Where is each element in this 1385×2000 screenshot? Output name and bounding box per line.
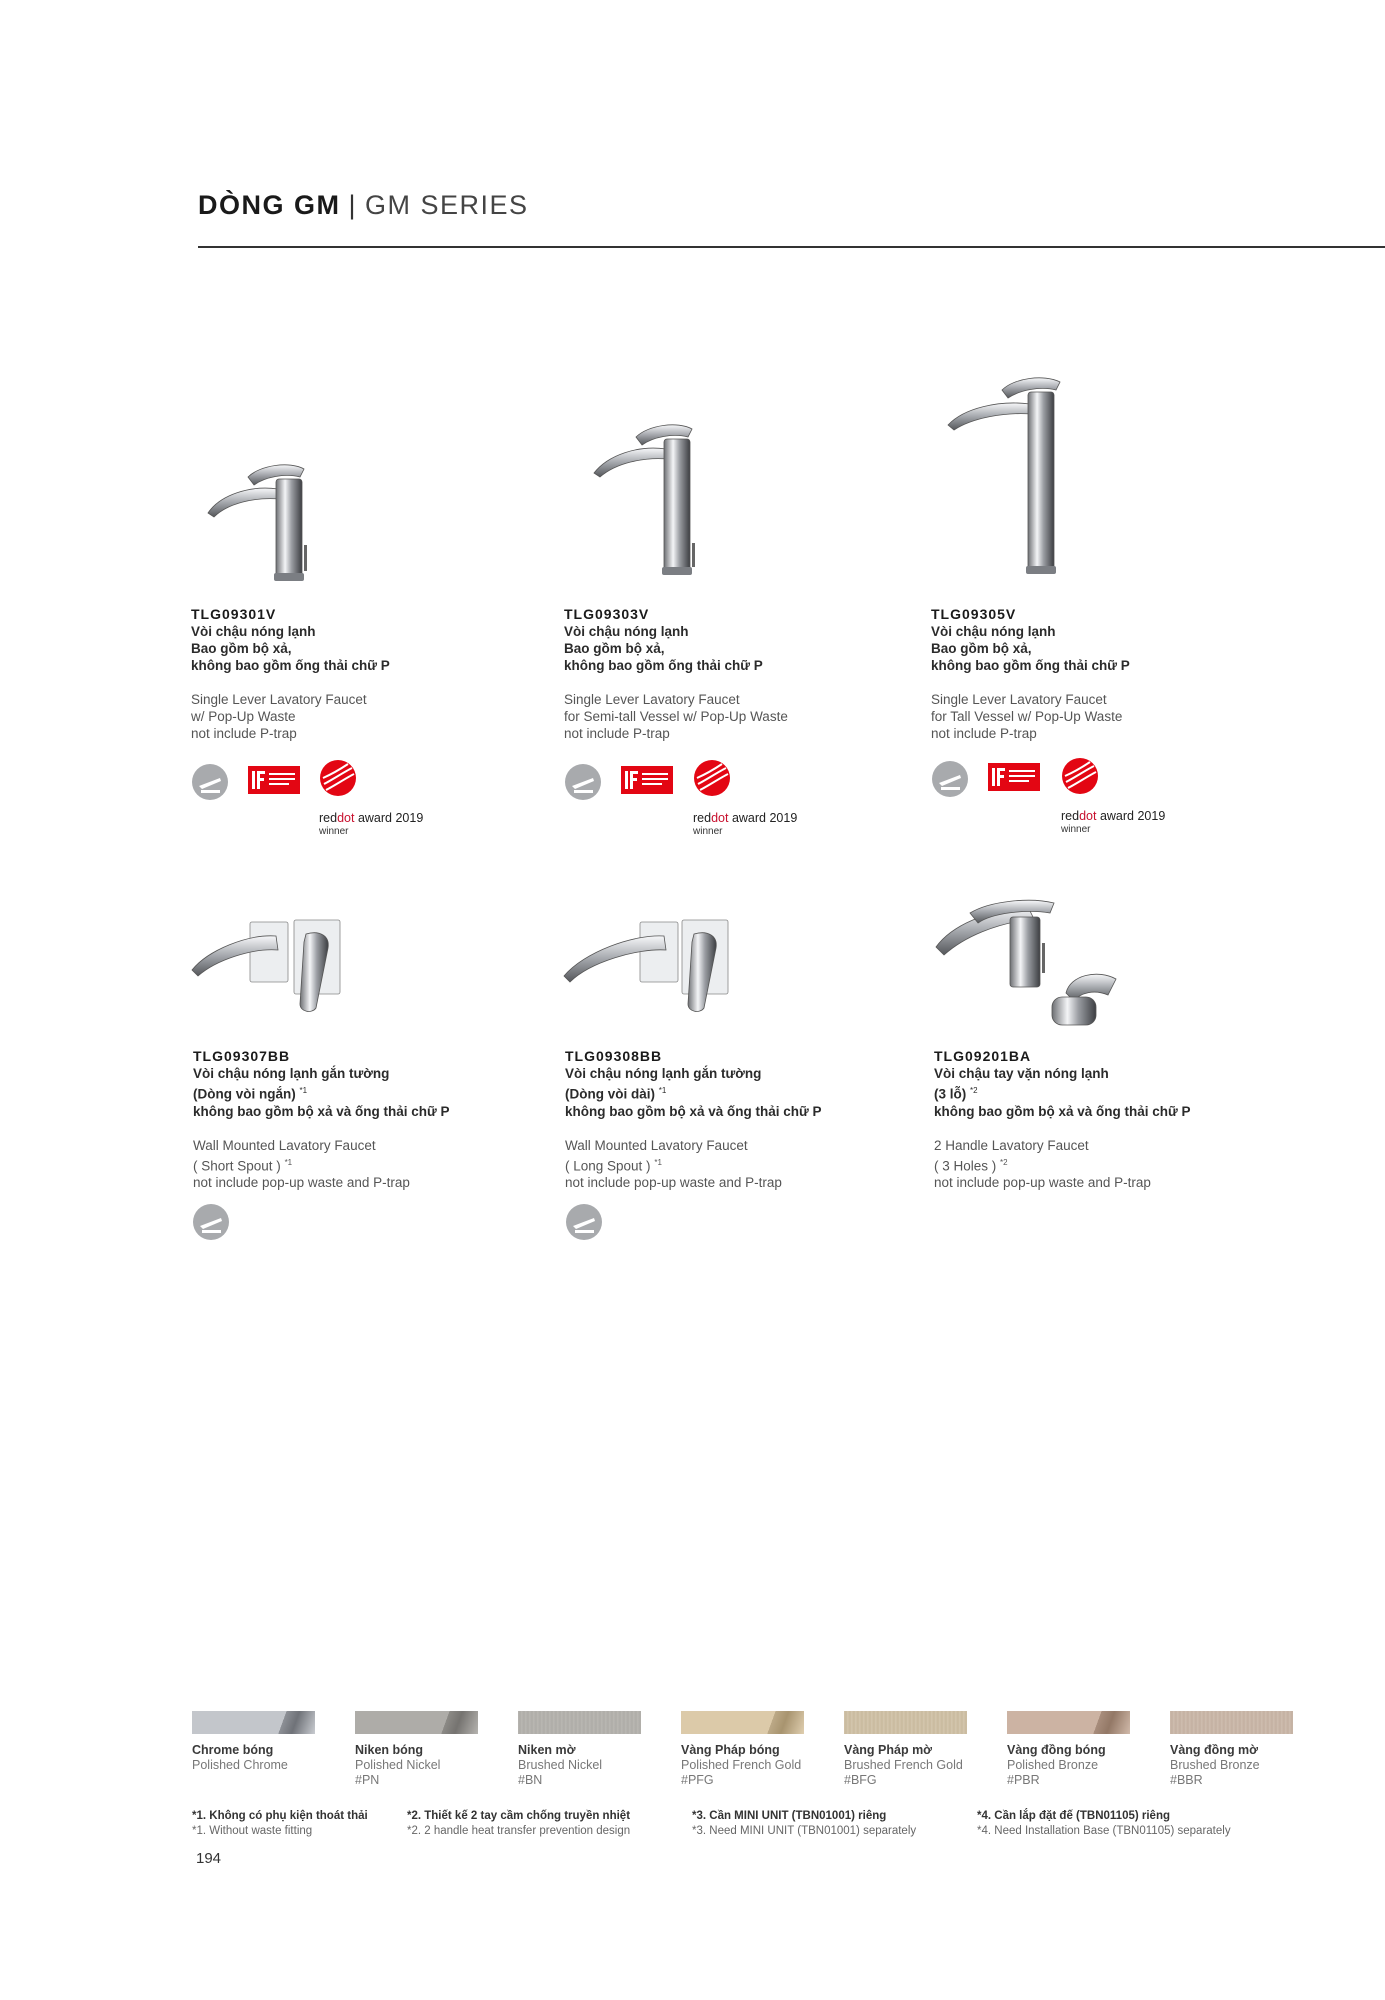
finish-name-vn: Vàng đồng mờ bbox=[1170, 1743, 1259, 1757]
lever-certification-icon bbox=[190, 762, 230, 802]
product-description-en: Single Lever Lavatory Faucet w/ Pop-Up Waste not include P-trap bbox=[191, 692, 367, 741]
product-description-en: Single Lever Lavatory Faucet for Semi-tall Vessel w/ Pop-Up Waste not include P-trap bbox=[564, 692, 788, 741]
finish-name-en: Brushed Bronze bbox=[1170, 1758, 1260, 1772]
finish-name-en: Polished Chrome bbox=[192, 1758, 288, 1772]
footnote-vn: *4. Cần lắp đặt đế (TBN01105) riêng bbox=[977, 1810, 1171, 1822]
finish-code: #PBR bbox=[1007, 1773, 1040, 1787]
reddot-award-label: reddot award 2019 winner bbox=[693, 811, 798, 837]
if-design-award-icon bbox=[988, 763, 1040, 791]
finish-chip bbox=[1170, 1711, 1293, 1734]
finish-chip bbox=[355, 1711, 478, 1734]
finish-chip bbox=[844, 1711, 967, 1734]
product-code: TLG09201BA bbox=[934, 1048, 1032, 1064]
lever-certification-icon bbox=[191, 1202, 231, 1242]
product-description-vn: Vòi chậu nóng lạnh Bao gồm bộ xả, không bao gồm ống thải chữ P bbox=[931, 624, 1130, 673]
product-description-vn: Vòi chậu nóng lạnh gắn tường (Dòng vòi dài) $^{*1}$ không bao gồm bộ xả và ống thải chữ P bbox=[565, 1066, 822, 1119]
finish-name-en: Polished French Gold bbox=[681, 1758, 802, 1772]
page-header bbox=[198, 190, 529, 221]
footnote-vn: *2. Thiết kế 2 tay cầm chống truyền nhiệt bbox=[407, 1810, 631, 1822]
faucet-image-tlg09301v bbox=[200, 455, 320, 585]
finish-swatch bbox=[518, 1711, 682, 1788]
lever-certification-icon bbox=[930, 759, 970, 799]
footnote-en: *2. 2 handle heat transfer prevention design bbox=[407, 1825, 631, 1837]
product-card-tlg09201ba bbox=[934, 1048, 1264, 1191]
finish-name-vn: Niken mờ bbox=[518, 1743, 576, 1757]
product-description-en: Single Lever Lavatory Faucet for Tall Vessel w/ Pop-Up Waste not include P-trap bbox=[931, 692, 1123, 741]
footnote bbox=[407, 1809, 630, 1839]
reddot-award-icon bbox=[318, 758, 358, 798]
finish-code: #BN bbox=[518, 1773, 543, 1787]
product-description-vn: Vòi chậu nóng lạnh gắn tường (Dòng vòi ngắn) $^{*1}$ không bao gồm bộ xả và ống thải chữ P bbox=[193, 1066, 450, 1119]
header-rule bbox=[198, 246, 1385, 248]
product-code: TLG09308BB bbox=[565, 1048, 663, 1064]
finish-code: #BBR bbox=[1170, 1773, 1203, 1787]
finish-code: #PN bbox=[355, 1773, 380, 1787]
finish-name-vn: Niken bóng bbox=[355, 1743, 424, 1757]
finish-name-en: Polished Bronze bbox=[1007, 1758, 1099, 1772]
product-description-en: Wall Mounted Lavatory Faucet ( Long Spout ) $^{*1}$ not include pop-up waste and P-trap bbox=[565, 1137, 782, 1190]
lever-certification-icon bbox=[563, 762, 603, 802]
finish-name-vn: Vàng đồng bóng bbox=[1007, 1743, 1106, 1757]
page-number: 194 bbox=[196, 1850, 222, 1867]
finish-swatch bbox=[355, 1711, 519, 1788]
finish-name-en: Brushed Nickel bbox=[518, 1758, 603, 1772]
finish-code: #BFG bbox=[844, 1773, 877, 1787]
footnote-vn: *1. Không có phụ kiện thoát thải bbox=[192, 1810, 368, 1822]
finish-chip bbox=[192, 1711, 315, 1734]
faucet-image-tlg09305v bbox=[944, 370, 1074, 580]
finish-name-en: Brushed French Gold bbox=[844, 1758, 963, 1772]
footnote-en: *3. Need MINI UNIT (TBN01001) separately bbox=[692, 1825, 917, 1837]
if-design-award-icon bbox=[621, 766, 673, 794]
faucet-image-tlg09308bb bbox=[560, 912, 735, 1022]
finish-chip bbox=[1007, 1711, 1130, 1734]
product-description-en: 2 Handle Lavatory Faucet ( 3 Holes ) $^{*2}$ not include pop-up waste and P-trap bbox=[934, 1137, 1151, 1190]
finish-chip bbox=[681, 1711, 804, 1734]
finish-swatch bbox=[1007, 1711, 1171, 1788]
title-separator: | bbox=[348, 190, 358, 220]
series-title-en: GM SERIES bbox=[365, 190, 529, 220]
finish-name-vn: Chrome bóng bbox=[192, 1743, 274, 1757]
footnote-en: *4. Need Installation Base (TBN01105) separately bbox=[977, 1825, 1231, 1837]
finish-swatch bbox=[844, 1711, 1008, 1788]
product-card-tlg09305v bbox=[931, 606, 1261, 742]
product-card-tlg09303v bbox=[564, 606, 894, 742]
finish-name-en: Polished Nickel bbox=[355, 1758, 441, 1772]
footnote bbox=[977, 1809, 1231, 1839]
finish-code: #PFG bbox=[681, 1773, 714, 1787]
faucet-image-tlg09201ba bbox=[930, 895, 1130, 1035]
finish-swatch bbox=[681, 1711, 845, 1788]
product-card-tlg09301v bbox=[191, 606, 521, 742]
footnote-vn: *3. Cần MINI UNIT (TBN01001) riêng bbox=[692, 1810, 887, 1822]
product-description-vn: Vòi chậu nóng lạnh Bao gồm bộ xả, không bao gồm ống thải chữ P bbox=[191, 624, 390, 673]
if-design-award-icon bbox=[248, 766, 300, 794]
reddot-award-label: reddot award 2019 winner bbox=[1061, 809, 1166, 835]
finish-chip bbox=[518, 1711, 641, 1734]
reddot-award-label: reddot award 2019 winner bbox=[319, 811, 424, 837]
lever-certification-icon bbox=[564, 1202, 604, 1242]
finish-name-vn: Vàng Pháp mờ bbox=[844, 1743, 933, 1757]
product-description-vn: Vòi chậu nóng lạnh Bao gồm bộ xả, không bao gồm ống thải chữ P bbox=[564, 624, 763, 673]
faucet-image-tlg09303v bbox=[588, 415, 708, 580]
reddot-award-icon bbox=[1060, 756, 1100, 796]
series-title-vn: DÒNG GM bbox=[198, 190, 341, 220]
finish-name-vn: Vàng Pháp bóng bbox=[681, 1743, 780, 1757]
product-card-tlg09308bb bbox=[565, 1048, 895, 1191]
reddot-award-icon bbox=[692, 758, 732, 798]
faucet-image-tlg09307bb bbox=[188, 912, 348, 1022]
finish-swatch bbox=[1170, 1711, 1334, 1788]
footnote bbox=[192, 1809, 368, 1839]
product-card-tlg09307bb bbox=[193, 1048, 523, 1191]
product-code: TLG09301V bbox=[191, 606, 277, 622]
product-code: TLG09305V bbox=[931, 606, 1017, 622]
product-description-en: Wall Mounted Lavatory Faucet ( Short Spout ) $^{*1}$ not include pop-up waste and P-trap bbox=[193, 1137, 410, 1190]
footnote-en: *1. Without waste fitting bbox=[192, 1825, 313, 1837]
product-description-vn: Vòi chậu tay vặn nóng lạnh (3 lỗ) $^{*2}$ không bao gồm bộ xả và ống thải chữ P bbox=[934, 1066, 1191, 1119]
finish-swatch bbox=[192, 1711, 356, 1773]
product-code: TLG09307BB bbox=[193, 1048, 291, 1064]
product-code: TLG09303V bbox=[564, 606, 650, 622]
footnote bbox=[692, 1809, 916, 1839]
